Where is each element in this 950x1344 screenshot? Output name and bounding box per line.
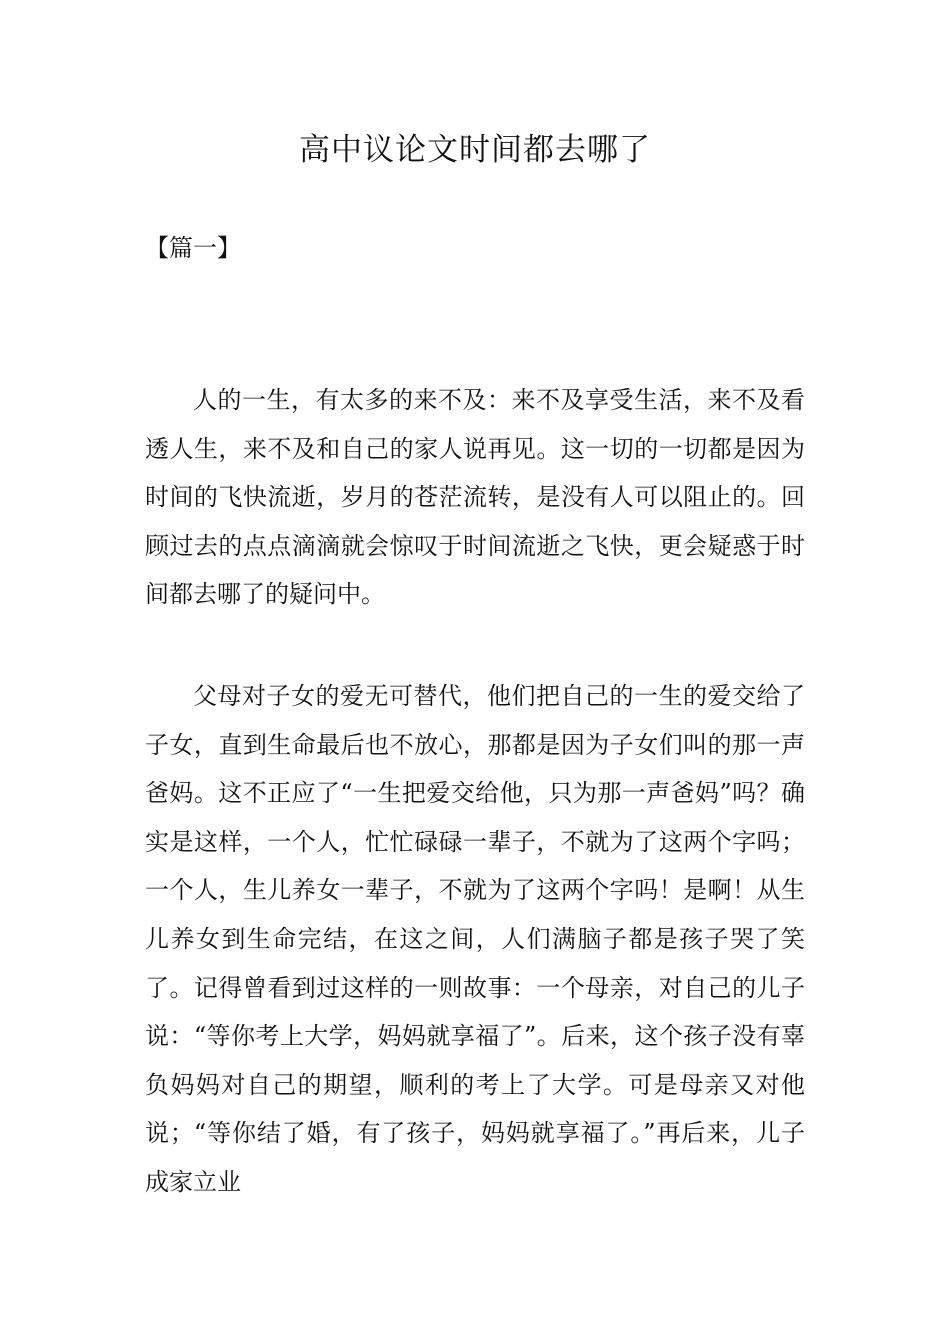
body-paragraph-1: 人的一生，有太多的来不及：来不及享受生活，来不及看透人生，来不及和自己的家人说再见。这一切的一切都是因为时间的飞快流逝，岁月的苍茫流转，是没有人可以阻止的。回顾过去的点点滴滴就会惊叹于时间流逝之飞快，更会疑惑于时间都去哪了的疑问中。 — [145, 386, 805, 609]
section-label: 【篇一】 — [145, 234, 241, 262]
body-paragraph-2: 父母对子女的爱无可替代，他们把自己的一生的爱交给了子女，直到生命最后也不放心，那都是因为子女们叫的那一声爸妈。这不正应了“一生把爱交给他，只为那一声爸妈”吗？确实是这样，一个人，忙忙碌碌一辈子，不就为了这两个字吗；一个人，生儿养女一辈子，不就为了这两个字吗！是啊！从生儿养女到生命完结，在这之间，人们满脑子都是孩子哭了笑了。记得曾看到过这样的一则故事：一个母亲，对自己的儿子说：“等你考上大学，妈妈就享福了”。后来，这个孩子没有辜负妈妈对自己的期望，顺利的考上了大学。可是母亲又对他说；“等你结了婚，有了孩子，妈妈就享福了。”再后来，儿子成家立业 — [145, 682, 805, 1196]
document-title: 高中议论文时间都去哪了 — [299, 132, 651, 168]
